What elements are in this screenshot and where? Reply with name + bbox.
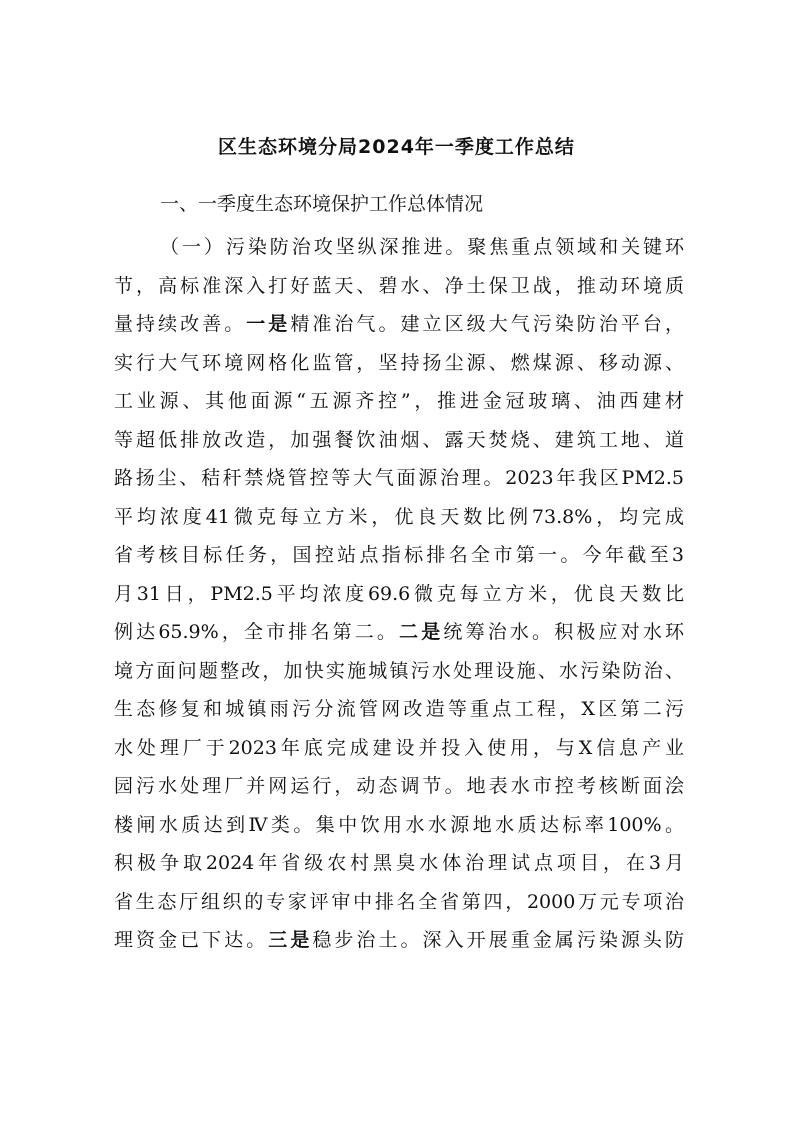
- body-text-segment: 节，高标准深入打好蓝天、碧水、净土保卫战，推动环境质: [114, 274, 684, 297]
- body-line: [114, 268, 684, 304]
- body-text-segment: 统筹治水。积极应对水环: [443, 621, 684, 643]
- body-text-segment: 生态修复和城镇雨污分流管网改造等重点工程，X区第二污: [114, 698, 684, 720]
- body-line: [114, 345, 684, 381]
- body-line: [114, 653, 684, 689]
- body-text-segment: 境方面问题整改，加快实施城镇污水处理设施、水污染防治、: [114, 659, 684, 682]
- body-text-segment: 积极争取2024年省级农村黑臭水体治理试点项目，在3月: [114, 852, 684, 874]
- body-text-segment: 等超低排放改造，加强餐饮油烟、露天焚烧、建筑工地、道: [114, 428, 684, 451]
- body-line: [114, 306, 684, 342]
- body-line: [114, 807, 684, 843]
- section-heading: 一、一季度生态环境保护工作总体情况: [160, 193, 484, 215]
- body-line: [114, 576, 684, 612]
- body-line: [114, 460, 684, 496]
- body-line: [114, 691, 684, 727]
- body-text-segment: 量持续改善。: [114, 313, 247, 335]
- body-text-segment: 例达65.9%，全市排名第二。: [114, 621, 400, 643]
- body-line: [114, 537, 684, 573]
- body-text-segment: 楼闸水质达到Ⅳ类。集中饮用水水源地水质达标率100%。: [114, 813, 684, 836]
- body-text-segment: 理资金已下达。: [114, 929, 269, 951]
- body-text-segment: 园污水处理厂并网运行，动态调节。地表水市控考核断面浍: [114, 775, 684, 797]
- body-text-segment: 平均浓度41微克每立方米，优良天数比例73.8%，均完成: [114, 505, 684, 528]
- body-text-segment: （一）污染防治攻坚纵深推进。聚焦重点领域和关键环: [160, 236, 684, 258]
- body-line: [114, 922, 684, 958]
- body-line: [114, 884, 684, 920]
- body-line: [160, 229, 684, 265]
- emphasis-label: 三是: [268, 929, 313, 951]
- body-text-segment: 实行大气环境网格化监管，坚持扬尘源、燃煤源、移动源、: [114, 351, 684, 374]
- emphasis-label: 一是: [246, 313, 291, 335]
- body-line: [114, 845, 684, 881]
- body-text-segment: 月31日，PM2.5平均浓度69.6微克每立方米，优良天数比: [114, 582, 684, 605]
- emphasis-label: 二是: [399, 621, 444, 643]
- body-line: [114, 422, 684, 458]
- body-text-segment: 稳步治土。深入开展重金属污染源头防: [312, 929, 684, 951]
- body-line: [114, 614, 684, 650]
- body-line: [114, 499, 684, 535]
- body-line: [114, 730, 684, 766]
- body-text-segment: 省生态厅组织的专家评审中排名全省第四，2000万元专项治: [114, 890, 684, 913]
- body-text-segment: 水处理厂于2023年底完成建设并投入使用，与X信息产业: [114, 736, 684, 759]
- body-line: [114, 383, 684, 419]
- body-text-segment: 省考核目标任务，国控站点指标排名全市第一。今年截至3: [114, 544, 684, 566]
- body-text-segment: 精准治气。建立区级大气污染防治平台，: [290, 313, 684, 335]
- document-title: 区生态环境分局2024年一季度工作总结: [218, 136, 575, 158]
- body-text-segment: 路扬尘、秸秆禁烧管控等大气面源治理。2023年我区PM2.5: [114, 467, 684, 489]
- body-line: [114, 768, 684, 804]
- body-text-segment: 工业源、其他面源“五源齐控”，推进金冠玻璃、油西建材: [114, 390, 684, 412]
